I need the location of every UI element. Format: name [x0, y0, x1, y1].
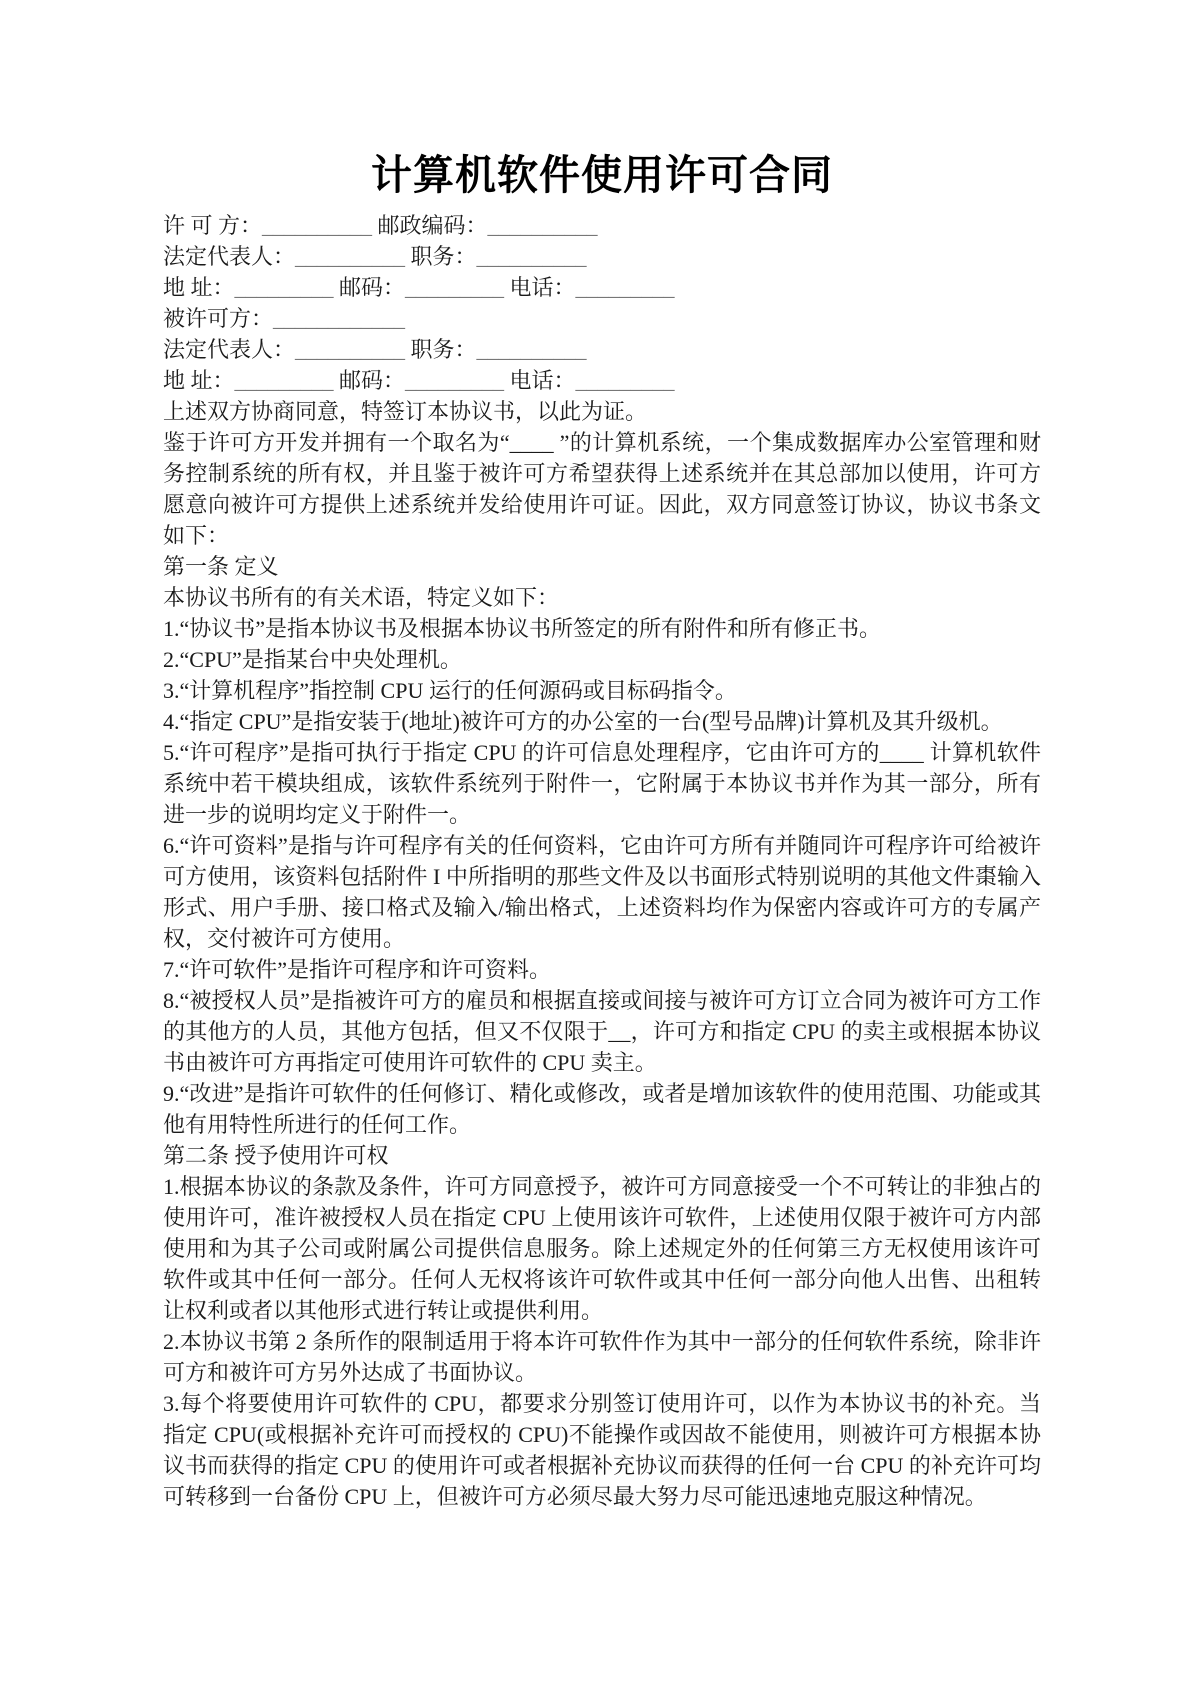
- licensor-zip-blank: _________: [405, 275, 505, 300]
- form-line-licensor-representative: [163, 241, 1041, 272]
- licensor-position-blank: __________: [476, 244, 587, 269]
- heading-article-1-definitions: 第一条 定义: [163, 554, 279, 579]
- licensor-phone-label: 电话：: [504, 275, 576, 300]
- licensee-zip-blank: _________: [405, 368, 505, 393]
- licensor-phone-blank: _________: [575, 275, 675, 300]
- definition-item-4-designated-cpu: 4.“指定 CPU”是指安装于(地址)被许可方的办公室的一台(型号品牌)计算机及其升级机。: [163, 709, 1003, 734]
- paragraph-definitions-intro: 本协议书所有的有关术语，特定义如下：: [163, 585, 560, 610]
- form-line-licensee-address: [163, 365, 1041, 396]
- definition-item-3-computer-program: 3.“计算机程序”指控制 CPU 运行的任何源码或目标码指令。: [163, 678, 737, 703]
- article2-item-3: 3.每个将要使用许可软件的 CPU，都要求分别签订使用许可，以作为本协议书的补充。当指定 CPU(或根据补充许可而授权的 CPU)不能操作或因故不能使用，则被许可方根据本协议书而获得的指定 CPU 的使用许可或者根据补充协议而获得的任何一台 CPU 的补充许可均可转移到一台备份 CPU 上，但被许可方必须尽最大努力尽可能迅速地克服这种情况。: [163, 1391, 1041, 1509]
- licensee-representative-label: 法定代表人：: [163, 337, 296, 362]
- article2-item-1: 1.根据本协议的条款及条件，许可方同意授予，被许可方同意接受一个不可转让的非独占的使用许可，准许被授权人员在指定 CPU 上使用该许可软件，上述使用仅限于被许可方内部使用和为其子公司或附属公司提供信息服务。除上述规定外的任何第三方无权使用该许可软件或其中任何一部分。任何人无权将该许可软件或其中任何一部分向他人出售、出租转让权利或者以其他形式进行转让或提供利用。: [163, 1174, 1041, 1323]
- licensee-representative-blank: __________: [295, 337, 406, 362]
- paragraph-agreement-statement: 上述双方协商同意，特签订本协议书，以此为证。: [163, 399, 648, 424]
- definition-item-8-authorized-personnel: 8.“被授权人员”是指被许可方的雇员和根据直接或间接与被许可方订立合同为被许可方工作的其他方的人员，其他方包括，但又不仅限于__，许可方和指定 CPU 的卖主或根据本协议书由被许可方再指定可使用许可软件的 CPU 卖主。: [163, 988, 1041, 1075]
- form-line-licensor: [163, 210, 1041, 241]
- definition-item-6-licensed-materials: 6.“许可资料”是指与许可程序有关的任何资料，它由许可方所有并随同许可程序许可给被许可方使用，该资料包括附件 I 中所指明的那些文件及以书面形式特别说明的其他文件棗输入形式、用户手册、接口格式及输入/输出格式，上述资料均作为保密内容或许可方的专属产权，交付被许可方使用。: [163, 833, 1041, 951]
- form-line-licensor-address: [163, 272, 1041, 303]
- heading-article-2-license-grant: 第二条 授予使用许可权: [163, 1143, 389, 1168]
- form-line-licensee-representative: [163, 334, 1041, 365]
- article2-item-2: 2.本协议书第 2 条所作的限制适用于将本许可软件作为其中一部分的任何软件系统，除非许可方和被许可方另外达成了书面协议。: [163, 1329, 1041, 1385]
- licensor-label: 许 可 方：: [163, 213, 263, 238]
- definition-item-1-agreement: 1.“协议书”是指本协议书及根据本协议书所签定的所有附件和所有修正书。: [163, 616, 882, 641]
- licensor-zip-label: 邮码：: [333, 275, 406, 300]
- contract-header-form: [163, 210, 1041, 396]
- licensee-address-label: 地 址：: [163, 368, 235, 393]
- form-line-licensee: [163, 303, 1041, 334]
- licensor-postcode-label: 邮政编码：: [372, 213, 488, 238]
- contract-body: [163, 396, 1041, 1512]
- paragraph-whereas-clause: 鉴于许可方开发并拥有一个取名为“____ ”的计算机系统，一个集成数据库办公室管理和财务控制系统的所有权，并且鉴于被许可方希望获得上述系统并在其总部加以使用，许可方愿意向被许可方提供上述系统并发给使用许可证。因此，双方同意签订协议，协议书条文如下：: [163, 430, 1041, 548]
- licensor-representative-blank: __________: [295, 244, 406, 269]
- licensee-phone-label: 电话：: [504, 368, 576, 393]
- licensee-position-blank: __________: [476, 337, 587, 362]
- licensor-position-label: 职务：: [405, 244, 477, 269]
- licensee-name-blank: ____________: [273, 306, 406, 331]
- licensee-phone-blank: _________: [575, 368, 675, 393]
- definition-item-5-licensed-program: 5.“许可程序”是指可执行于指定 CPU 的许可信息处理程序，它由许可方的____ 计算机软件系统中若干模块组成，该软件系统列于附件一，它附属于本协议书并作为其一部分，所有进一步的说明均定义于附件一。: [163, 740, 1041, 827]
- licensor-representative-label: 法定代表人：: [163, 244, 296, 269]
- licensee-label: 被许可方：: [163, 306, 274, 331]
- definition-item-9-improvement: 9.“改进”是指许可软件的任何修订、精化或修改，或者是增加该软件的使用范围、功能或其他有用特性所进行的任何工作。: [163, 1081, 1041, 1137]
- licensee-address-blank: _________: [234, 368, 334, 393]
- definition-item-2-cpu: 2.“CPU”是指某台中央处理机。: [163, 647, 462, 672]
- licensor-postcode-blank: __________: [487, 213, 598, 238]
- licensee-position-label: 职务：: [405, 337, 477, 362]
- licensor-name-blank: __________: [262, 213, 373, 238]
- document-title: 计算机软件使用许可合同: [371, 152, 833, 198]
- licensor-address-blank: _________: [234, 275, 334, 300]
- definition-item-7-licensed-software: 7.“许可软件”是指许可程序和许可资料。: [163, 957, 552, 982]
- licensor-address-label: 地 址：: [163, 275, 235, 300]
- document-content: [163, 150, 1041, 1512]
- licensee-zip-label: 邮码：: [333, 368, 406, 393]
